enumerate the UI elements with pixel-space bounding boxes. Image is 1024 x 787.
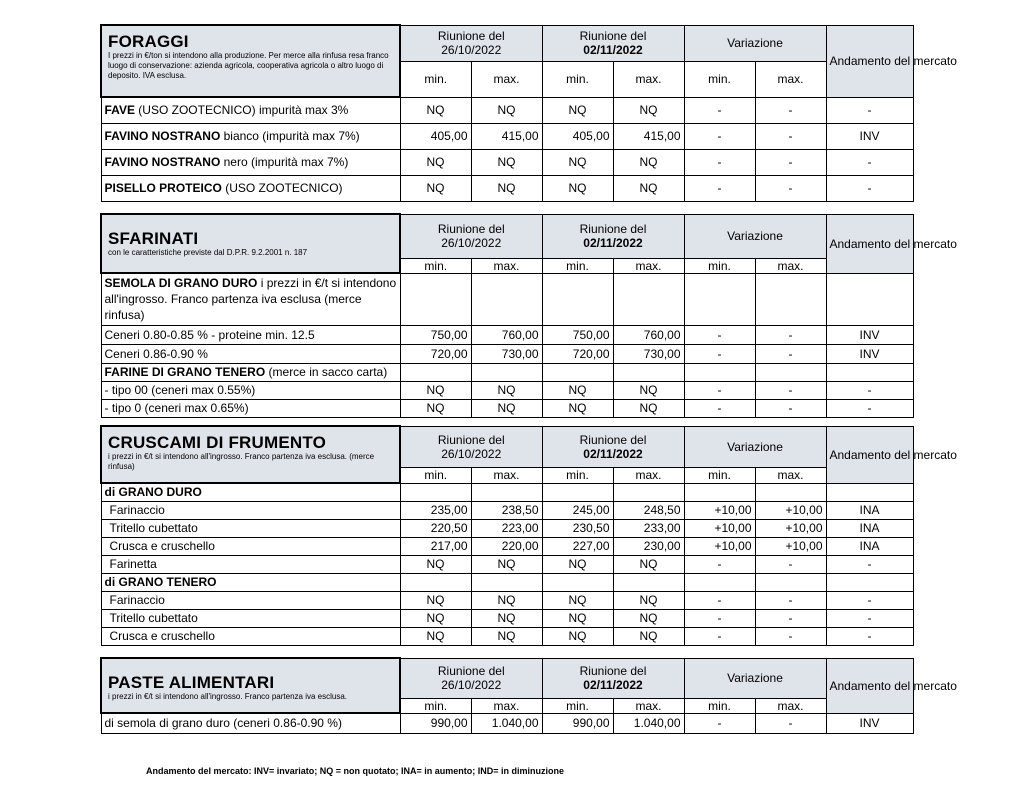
cell-max-26-10: 730,00	[471, 344, 542, 363]
cell-max-26-10: NQ	[471, 399, 542, 417]
cell-max-26-10: NQ	[471, 97, 542, 123]
cell-min-02-11: 245,00	[542, 501, 613, 519]
min-label: min.	[542, 698, 613, 713]
table-row	[101, 381, 913, 399]
row-label: Farinaccio	[101, 591, 400, 609]
row-label: di semola di grano duro (ceneri 0.86-0.90 %)	[101, 713, 400, 733]
cell-min-26-10: NQ	[400, 555, 471, 573]
cell-max-02-11: NQ	[613, 609, 684, 627]
cell-max-26-10: NQ	[471, 627, 542, 645]
meeting1-header: Riunione del 26/10/2022	[400, 426, 542, 467]
max-label: max.	[755, 467, 826, 483]
cell-max-26-10: 220,00	[471, 537, 542, 555]
row-label: Ceneri 0.80-0.85 % - proteine min. 12.5	[101, 325, 400, 344]
cell-var-max: -	[755, 555, 826, 573]
cell-trend: INA	[826, 519, 913, 537]
table-row	[101, 519, 913, 537]
cell-max-26-10: NQ	[471, 175, 542, 201]
cell-trend: -	[826, 609, 913, 627]
meeting2-header: Riunione del 02/11/2022	[542, 426, 684, 467]
meeting1-header: Riunione del 26/10/2022	[400, 658, 542, 698]
max-label: max.	[613, 258, 684, 273]
cell-var-min: -	[684, 149, 755, 175]
cell-trend: -	[826, 97, 913, 123]
cell-var-max: -	[755, 627, 826, 645]
sfarinati-title: SFARINATI	[108, 229, 199, 248]
table-row	[101, 627, 913, 645]
cell-var-min: -	[684, 175, 755, 201]
cell-min-26-10: 217,00	[400, 537, 471, 555]
cell-max-02-11: 760,00	[613, 325, 684, 344]
cell-trend: -	[826, 591, 913, 609]
cell-max-02-11: 233,00	[613, 519, 684, 537]
row-label: - tipo 0 (ceneri max 0.65%)	[101, 399, 400, 417]
cell-max-26-10: 238,50	[471, 501, 542, 519]
cell-var-min: -	[684, 381, 755, 399]
cell-min-02-11: 990,00	[542, 713, 613, 733]
max-label: max.	[755, 258, 826, 273]
row-label: Tritello cubettato	[101, 519, 400, 537]
cell-trend: INA	[826, 537, 913, 555]
cell-trend: -	[826, 149, 913, 175]
cell-max-26-10: NQ	[471, 591, 542, 609]
cell-var-min: -	[684, 123, 755, 149]
cell-min-02-11: NQ	[542, 149, 613, 175]
table-row	[101, 501, 913, 519]
cell-min-26-10: NQ	[400, 627, 471, 645]
cell-min-26-10: NQ	[400, 149, 471, 175]
cell-min-02-11: NQ	[542, 627, 613, 645]
cell-min-02-11: NQ	[542, 399, 613, 417]
max-label: max.	[755, 698, 826, 713]
cell-trend: -	[826, 627, 913, 645]
paste-table	[100, 657, 957, 734]
trend-header: Andamento del mercato	[826, 214, 913, 273]
row-label: PISELLO PROTEICO (USO ZOOTECNICO)	[101, 175, 400, 201]
cell-var-max: -	[755, 175, 826, 201]
cell-var-min: +10,00	[684, 537, 755, 555]
cell-trend: INA	[826, 501, 913, 519]
cell-var-max: -	[755, 399, 826, 417]
sfarinati-subtitle: con le caratteristiche previste dal D.P.R. 9.2.2001 n. 187	[108, 248, 308, 257]
row-label: Crusca e cruschello	[101, 537, 400, 555]
cell-min-02-11: NQ	[542, 381, 613, 399]
cell-min-02-11: NQ	[542, 591, 613, 609]
legend: Andamento del mercato: INV= invariato; NQ = non quotato; INA= in aumento; IND= in diminuzione	[146, 766, 565, 776]
table-row	[101, 713, 913, 733]
table-row	[101, 537, 913, 555]
max-label: max.	[613, 698, 684, 713]
cell-min-02-11: NQ	[542, 555, 613, 573]
farine-heading: FARINE DI GRANO TENERO (merce in sacco carta)	[101, 363, 400, 381]
cruscami-subtitle: i prezzi in €/t si intendono all'ingrosso. Franco partenza iva esclusa. (merce rinfusa)	[108, 452, 375, 471]
cell-max-02-11: 230,00	[613, 537, 684, 555]
cell-var-min: -	[684, 713, 755, 733]
min-label: min.	[400, 258, 471, 273]
cell-min-02-11: 405,00	[542, 123, 613, 149]
cell-min-26-10: 235,00	[400, 501, 471, 519]
meeting1-header: Riunione del 26/10/2022	[400, 25, 542, 61]
cell-min-02-11: NQ	[542, 175, 613, 201]
cell-trend: INV	[826, 325, 913, 344]
row-label: Crusca e cruschello	[101, 627, 400, 645]
cell-var-max: -	[755, 381, 826, 399]
cell-max-26-10: 760,00	[471, 325, 542, 344]
min-label: min.	[684, 698, 755, 713]
trend-header: Andamento del mercato	[826, 658, 913, 713]
meeting2-header: Riunione del 02/11/2022	[542, 214, 684, 258]
grano-tenero-heading: di GRANO TENERO	[101, 573, 400, 591]
row-label: Tritello cubettato	[101, 609, 400, 627]
cell-var-min: -	[684, 97, 755, 123]
cell-max-02-11: NQ	[613, 591, 684, 609]
cell-min-26-10: NQ	[400, 609, 471, 627]
cell-var-max: -	[755, 325, 826, 344]
sfarinati-header	[101, 214, 400, 273]
table-row	[101, 591, 913, 609]
max-label: max.	[471, 467, 542, 483]
table-row	[101, 97, 913, 123]
trend-header: Andamento del mercato	[826, 426, 913, 483]
paste-header	[101, 658, 400, 713]
cell-var-max: -	[755, 344, 826, 363]
cell-max-02-11: NQ	[613, 399, 684, 417]
cell-max-02-11: NQ	[613, 555, 684, 573]
cell-trend: -	[826, 555, 913, 573]
cell-max-02-11: NQ	[613, 381, 684, 399]
cell-var-min: -	[684, 344, 755, 363]
min-label: min.	[400, 467, 471, 483]
cell-min-26-10: 405,00	[400, 123, 471, 149]
cell-var-max: -	[755, 591, 826, 609]
cell-var-min: -	[684, 591, 755, 609]
cell-max-02-11: 1.040,00	[613, 713, 684, 733]
cell-var-max: +10,00	[755, 519, 826, 537]
table-row	[101, 399, 913, 417]
paste-subtitle: i prezzi in €/t si intendono all'ingrosso. Franco partenza iva esclusa.	[108, 692, 347, 701]
trend-header: Andamento del mercato	[826, 25, 913, 97]
cell-var-max: -	[755, 713, 826, 733]
sfarinati-table	[100, 213, 957, 418]
min-label: min.	[684, 61, 755, 97]
min-label: min.	[400, 61, 471, 97]
row-label: Ceneri 0.86-0.90 %	[101, 344, 400, 363]
cell-min-26-10: 990,00	[400, 713, 471, 733]
table-row	[101, 149, 913, 175]
cell-min-26-10: NQ	[400, 175, 471, 201]
table-row	[101, 344, 913, 363]
variation-header: Variazione	[684, 658, 826, 698]
cell-min-02-11: 230,50	[542, 519, 613, 537]
min-label: min.	[684, 467, 755, 483]
max-label: max.	[613, 61, 684, 97]
cell-min-02-11: 227,00	[542, 537, 613, 555]
cell-var-max: -	[755, 123, 826, 149]
max-label: max.	[471, 61, 542, 97]
table-row	[101, 555, 913, 573]
row-label: Farinetta	[101, 555, 400, 573]
min-label: min.	[542, 258, 613, 273]
cruscami-title: CRUSCAMI DI FRUMENTO	[108, 433, 327, 452]
cell-min-26-10: NQ	[400, 591, 471, 609]
cell-min-26-10: 750,00	[400, 325, 471, 344]
foraggi-table	[100, 24, 957, 202]
min-label: min.	[684, 258, 755, 273]
cell-trend: -	[826, 381, 913, 399]
min-label: min.	[400, 698, 471, 713]
min-label: min.	[542, 467, 613, 483]
cell-trend: -	[826, 399, 913, 417]
foraggi-subtitle: I prezzi in €/ton si intendono alla produzione. Per merce alla rinfusa resa franco luogo di conservazione: azienda agricola, cooperativa agricola o altro luogo di deposito. IVA esclusa.	[108, 51, 389, 80]
cell-trend: INV	[826, 713, 913, 733]
cell-trend: -	[826, 175, 913, 201]
cell-min-26-10: 720,00	[400, 344, 471, 363]
variation-header: Variazione	[684, 214, 826, 258]
cell-var-max: +10,00	[755, 537, 826, 555]
cell-max-26-10: NQ	[471, 149, 542, 175]
cell-var-min: -	[684, 555, 755, 573]
min-label: min.	[542, 61, 613, 97]
cell-var-min: +10,00	[684, 519, 755, 537]
cell-var-min: -	[684, 325, 755, 344]
max-label: max.	[613, 467, 684, 483]
table-row	[101, 175, 913, 201]
variation-header: Variazione	[684, 426, 826, 467]
cell-var-min: +10,00	[684, 501, 755, 519]
cell-max-26-10: 223,00	[471, 519, 542, 537]
cell-max-02-11: NQ	[613, 149, 684, 175]
row-label: FAVINO NOSTRANO bianco (impurità max 7%)	[101, 123, 400, 149]
paste-title: PASTE ALIMENTARI	[108, 673, 275, 692]
semola-heading: SEMOLA DI GRANO DURO i prezzi in €/t si intendono all'ingrosso. Franco partenza iva esclusa (merce rinfusa)	[101, 273, 400, 325]
cell-max-26-10: 1.040,00	[471, 713, 542, 733]
cell-min-02-11: 750,00	[542, 325, 613, 344]
cell-var-max: -	[755, 609, 826, 627]
table-row	[101, 123, 913, 149]
table-row	[101, 325, 913, 344]
max-label: max.	[755, 61, 826, 97]
meeting2-header: Riunione del 02/11/2022	[542, 658, 684, 698]
cruscami-table	[100, 425, 957, 646]
cell-max-02-11: 415,00	[613, 123, 684, 149]
row-label: - tipo 00 (ceneri max 0.55%)	[101, 381, 400, 399]
cell-var-max: -	[755, 97, 826, 123]
cell-trend: INV	[826, 123, 913, 149]
grano-duro-heading: di GRANO DURO	[101, 483, 400, 501]
cell-var-min: -	[684, 627, 755, 645]
cell-var-max: +10,00	[755, 501, 826, 519]
meeting1-header: Riunione del 26/10/2022	[400, 214, 542, 258]
cell-min-02-11: NQ	[542, 609, 613, 627]
cell-min-26-10: 220,50	[400, 519, 471, 537]
cell-var-min: -	[684, 399, 755, 417]
row-label: FAVINO NOSTRANO nero (impurità max 7%)	[101, 149, 400, 175]
cell-min-26-10: NQ	[400, 381, 471, 399]
cell-max-26-10: 415,00	[471, 123, 542, 149]
cell-min-02-11: 720,00	[542, 344, 613, 363]
cell-var-min: -	[684, 609, 755, 627]
foraggi-title: FORAGGI	[108, 32, 189, 51]
cell-trend: INV	[826, 344, 913, 363]
row-label: FAVE (USO ZOOTECNICO) impurità max 3%	[101, 97, 400, 123]
max-label: max.	[471, 698, 542, 713]
row-label: Farinaccio	[101, 501, 400, 519]
cell-max-02-11: 248,50	[613, 501, 684, 519]
cell-max-26-10: NQ	[471, 555, 542, 573]
cell-min-02-11: NQ	[542, 97, 613, 123]
meeting2-header: Riunione del 02/11/2022	[542, 25, 684, 61]
cell-max-26-10: NQ	[471, 381, 542, 399]
cell-min-26-10: NQ	[400, 399, 471, 417]
cell-min-26-10: NQ	[400, 97, 471, 123]
cell-var-max: -	[755, 149, 826, 175]
max-label: max.	[471, 258, 542, 273]
variation-header: Variazione	[684, 25, 826, 61]
cruscami-header	[101, 426, 400, 483]
cell-max-02-11: 730,00	[613, 344, 684, 363]
table-row	[101, 609, 913, 627]
cell-max-02-11: NQ	[613, 627, 684, 645]
foraggi-header	[101, 25, 400, 97]
cell-max-02-11: NQ	[613, 175, 684, 201]
cell-max-26-10: NQ	[471, 609, 542, 627]
cell-max-02-11: NQ	[613, 97, 684, 123]
